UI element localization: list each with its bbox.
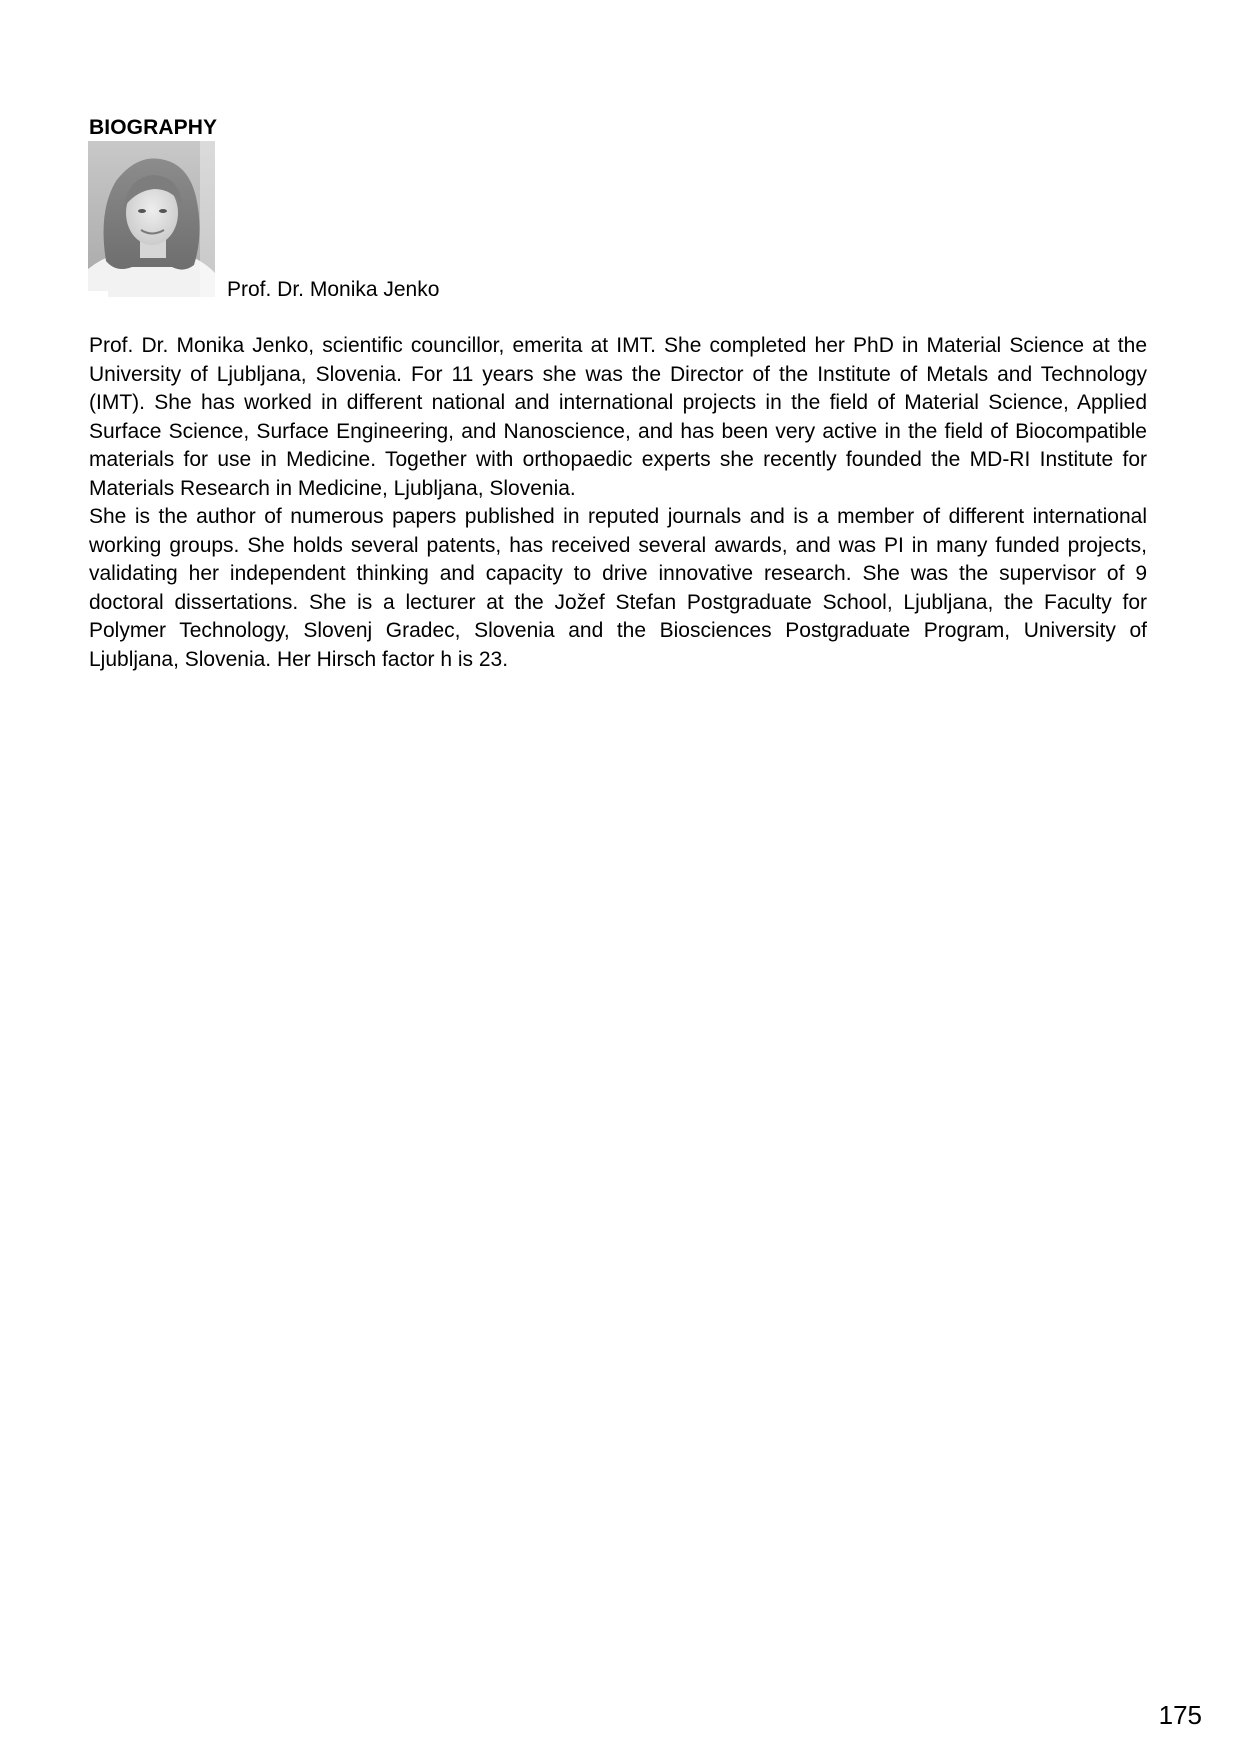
section-heading: BIOGRAPHY xyxy=(89,116,218,139)
portrait-photo xyxy=(88,141,215,297)
portrait-caption: Prof. Dr. Monika Jenko xyxy=(227,278,440,301)
biography-paragraph: Prof. Dr. Monika Jenko, scientific councillor, emerita at IMT. She completed her PhD in Material Science at the University of Ljubljana, Slovenia. For 11 years she was the Director of the Institute of Metals and Technology (IMT). She has worked in different national and international projects in the field of Material Science, Applied Surface Science, Surface Engineering, and Nanoscience, and has been very active in the field of Biocompatible materials for use in Medicine. Together with orthopaedic experts she recently founded the MD-RI Institute for Materials Research in Medicine, Ljubljana, Slovenia. xyxy=(89,334,1147,500)
portrait-image xyxy=(88,141,215,297)
biography-text xyxy=(89,332,1147,674)
page-number: 175 xyxy=(1158,1700,1202,1730)
biography-paragraph: She is the author of numerous papers published in reputed journals and is a member of different international working groups. She holds several patents, has received several awards, and was PI in many funded projects, validating her independent thinking and capacity to drive innovative research. She was the supervisor of 9 doctoral dissertations. She is a lecturer at the Jožef Stefan Postgraduate School, Ljubljana, the Faculty for Polymer Technology, Slovenj Gradec, Slovenia and the Biosciences Postgraduate Program, University of Ljubljana, Slovenia. Her Hirsch factor h is 23. xyxy=(89,505,1147,671)
